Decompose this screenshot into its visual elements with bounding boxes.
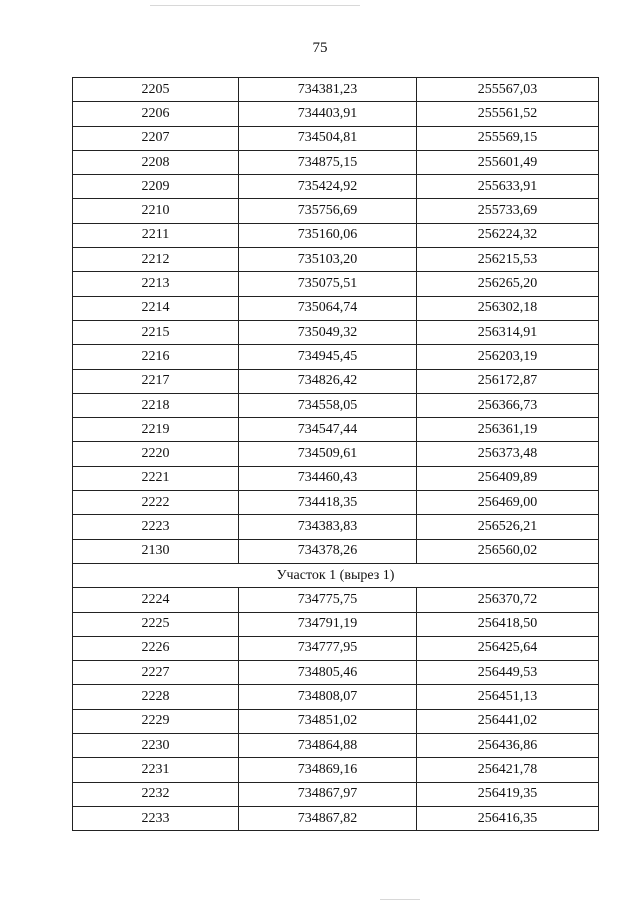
y-coordinate-cell: 256469,00 <box>417 491 599 515</box>
table-row <box>73 369 599 393</box>
x-coordinate-cell: 734864,88 <box>239 734 417 758</box>
point-number-cell: 2230 <box>73 734 239 758</box>
x-coordinate-cell: 734509,61 <box>239 442 417 466</box>
section-row <box>73 563 599 587</box>
x-coordinate-cell: 734775,75 <box>239 588 417 612</box>
table-row <box>73 806 599 830</box>
table-row <box>73 782 599 806</box>
y-coordinate-cell: 256265,20 <box>417 272 599 296</box>
x-coordinate-cell: 734504,81 <box>239 126 417 150</box>
point-number-cell: 2224 <box>73 588 239 612</box>
y-coordinate-cell: 256370,72 <box>417 588 599 612</box>
point-number-cell: 2206 <box>73 102 239 126</box>
x-coordinate-cell: 735075,51 <box>239 272 417 296</box>
point-number-cell: 2216 <box>73 345 239 369</box>
point-number-cell: 2227 <box>73 661 239 685</box>
y-coordinate-cell: 256409,89 <box>417 466 599 490</box>
table-row <box>73 758 599 782</box>
x-coordinate-cell: 734791,19 <box>239 612 417 636</box>
y-coordinate-cell: 256449,53 <box>417 661 599 685</box>
point-number-cell: 2226 <box>73 636 239 660</box>
y-coordinate-cell: 256302,18 <box>417 296 599 320</box>
y-coordinate-cell: 256373,48 <box>417 442 599 466</box>
point-number-cell: 2207 <box>73 126 239 150</box>
x-coordinate-cell: 734378,26 <box>239 539 417 563</box>
x-coordinate-cell: 734867,82 <box>239 806 417 830</box>
table-row <box>73 661 599 685</box>
y-coordinate-cell: 256425,64 <box>417 636 599 660</box>
y-coordinate-cell: 255633,91 <box>417 175 599 199</box>
x-coordinate-cell: 735160,06 <box>239 223 417 247</box>
point-number-cell: 2233 <box>73 806 239 830</box>
point-number-cell: 2220 <box>73 442 239 466</box>
section-title: Участок 1 (вырез 1) <box>73 563 599 587</box>
table-row <box>73 709 599 733</box>
point-number-cell: 2218 <box>73 393 239 417</box>
table-row <box>73 272 599 296</box>
table-row <box>73 393 599 417</box>
table-row <box>73 78 599 102</box>
page-number: 75 <box>312 40 328 56</box>
x-coordinate-cell: 735756,69 <box>239 199 417 223</box>
table-row <box>73 612 599 636</box>
y-coordinate-cell: 255733,69 <box>417 199 599 223</box>
y-coordinate-cell: 256560,02 <box>417 539 599 563</box>
y-coordinate-cell: 255567,03 <box>417 78 599 102</box>
x-coordinate-cell: 734945,45 <box>239 345 417 369</box>
y-coordinate-cell: 256419,35 <box>417 782 599 806</box>
point-number-cell: 2215 <box>73 320 239 344</box>
table-row <box>73 685 599 709</box>
table-row <box>73 248 599 272</box>
table-row <box>73 466 599 490</box>
y-coordinate-cell: 256361,19 <box>417 418 599 442</box>
table-row <box>73 150 599 174</box>
x-coordinate-cell: 735424,92 <box>239 175 417 199</box>
x-coordinate-cell: 735103,20 <box>239 248 417 272</box>
y-coordinate-cell: 256416,35 <box>417 806 599 830</box>
point-number-cell: 2205 <box>73 78 239 102</box>
x-coordinate-cell: 734777,95 <box>239 636 417 660</box>
table-row <box>73 491 599 515</box>
table-row <box>73 199 599 223</box>
point-number-cell: 2211 <box>73 223 239 247</box>
y-coordinate-cell: 256441,02 <box>417 709 599 733</box>
point-number-cell: 2210 <box>73 199 239 223</box>
table-row <box>73 734 599 758</box>
table-row <box>73 636 599 660</box>
point-number-cell: 2228 <box>73 685 239 709</box>
scan-edge-line <box>380 899 420 900</box>
table-row <box>73 223 599 247</box>
y-coordinate-cell: 256436,86 <box>417 734 599 758</box>
y-coordinate-cell: 256418,50 <box>417 612 599 636</box>
table-row <box>73 102 599 126</box>
y-coordinate-cell: 256526,21 <box>417 515 599 539</box>
x-coordinate-cell: 734558,05 <box>239 393 417 417</box>
point-number-cell: 2217 <box>73 369 239 393</box>
x-coordinate-cell: 734875,15 <box>239 150 417 174</box>
point-number-cell: 2219 <box>73 418 239 442</box>
y-coordinate-cell: 256224,32 <box>417 223 599 247</box>
point-number-cell: 2209 <box>73 175 239 199</box>
y-coordinate-cell: 256203,19 <box>417 345 599 369</box>
x-coordinate-cell: 735049,32 <box>239 320 417 344</box>
point-number-cell: 2221 <box>73 466 239 490</box>
table-row <box>73 442 599 466</box>
point-number-cell: 2232 <box>73 782 239 806</box>
point-number-cell: 2213 <box>73 272 239 296</box>
y-coordinate-cell: 256366,73 <box>417 393 599 417</box>
point-number-cell: 2214 <box>73 296 239 320</box>
point-number-cell: 2212 <box>73 248 239 272</box>
x-coordinate-cell: 734460,43 <box>239 466 417 490</box>
table-body-part-2 <box>73 588 599 831</box>
x-coordinate-cell: 734383,83 <box>239 515 417 539</box>
point-number-cell: 2229 <box>73 709 239 733</box>
y-coordinate-cell: 256451,13 <box>417 685 599 709</box>
section-header <box>73 563 599 587</box>
table-row <box>73 418 599 442</box>
table-row <box>73 588 599 612</box>
y-coordinate-cell: 256314,91 <box>417 320 599 344</box>
x-coordinate-cell: 734547,44 <box>239 418 417 442</box>
x-coordinate-cell: 734826,42 <box>239 369 417 393</box>
y-coordinate-cell: 255561,52 <box>417 102 599 126</box>
point-number-cell: 2208 <box>73 150 239 174</box>
x-coordinate-cell: 734418,35 <box>239 491 417 515</box>
y-coordinate-cell: 255569,15 <box>417 126 599 150</box>
table-row <box>73 320 599 344</box>
y-coordinate-cell: 255601,49 <box>417 150 599 174</box>
y-coordinate-cell: 256215,53 <box>417 248 599 272</box>
coordinates-table <box>72 77 599 831</box>
y-coordinate-cell: 256421,78 <box>417 758 599 782</box>
x-coordinate-cell: 734403,91 <box>239 102 417 126</box>
table-row <box>73 126 599 150</box>
point-number-cell: 2223 <box>73 515 239 539</box>
table-row <box>73 539 599 563</box>
point-number-cell: 2222 <box>73 491 239 515</box>
point-number-cell: 2225 <box>73 612 239 636</box>
x-coordinate-cell: 734867,97 <box>239 782 417 806</box>
x-coordinate-cell: 734805,46 <box>239 661 417 685</box>
x-coordinate-cell: 734851,02 <box>239 709 417 733</box>
x-coordinate-cell: 734381,23 <box>239 78 417 102</box>
x-coordinate-cell: 735064,74 <box>239 296 417 320</box>
table-row <box>73 175 599 199</box>
point-number-cell: 2130 <box>73 539 239 563</box>
table-row <box>73 515 599 539</box>
x-coordinate-cell: 734808,07 <box>239 685 417 709</box>
y-coordinate-cell: 256172,87 <box>417 369 599 393</box>
table-row <box>73 296 599 320</box>
point-number-cell: 2231 <box>73 758 239 782</box>
scan-edge-line <box>150 5 360 6</box>
table-row <box>73 345 599 369</box>
x-coordinate-cell: 734869,16 <box>239 758 417 782</box>
table-body-part-1 <box>73 78 599 564</box>
